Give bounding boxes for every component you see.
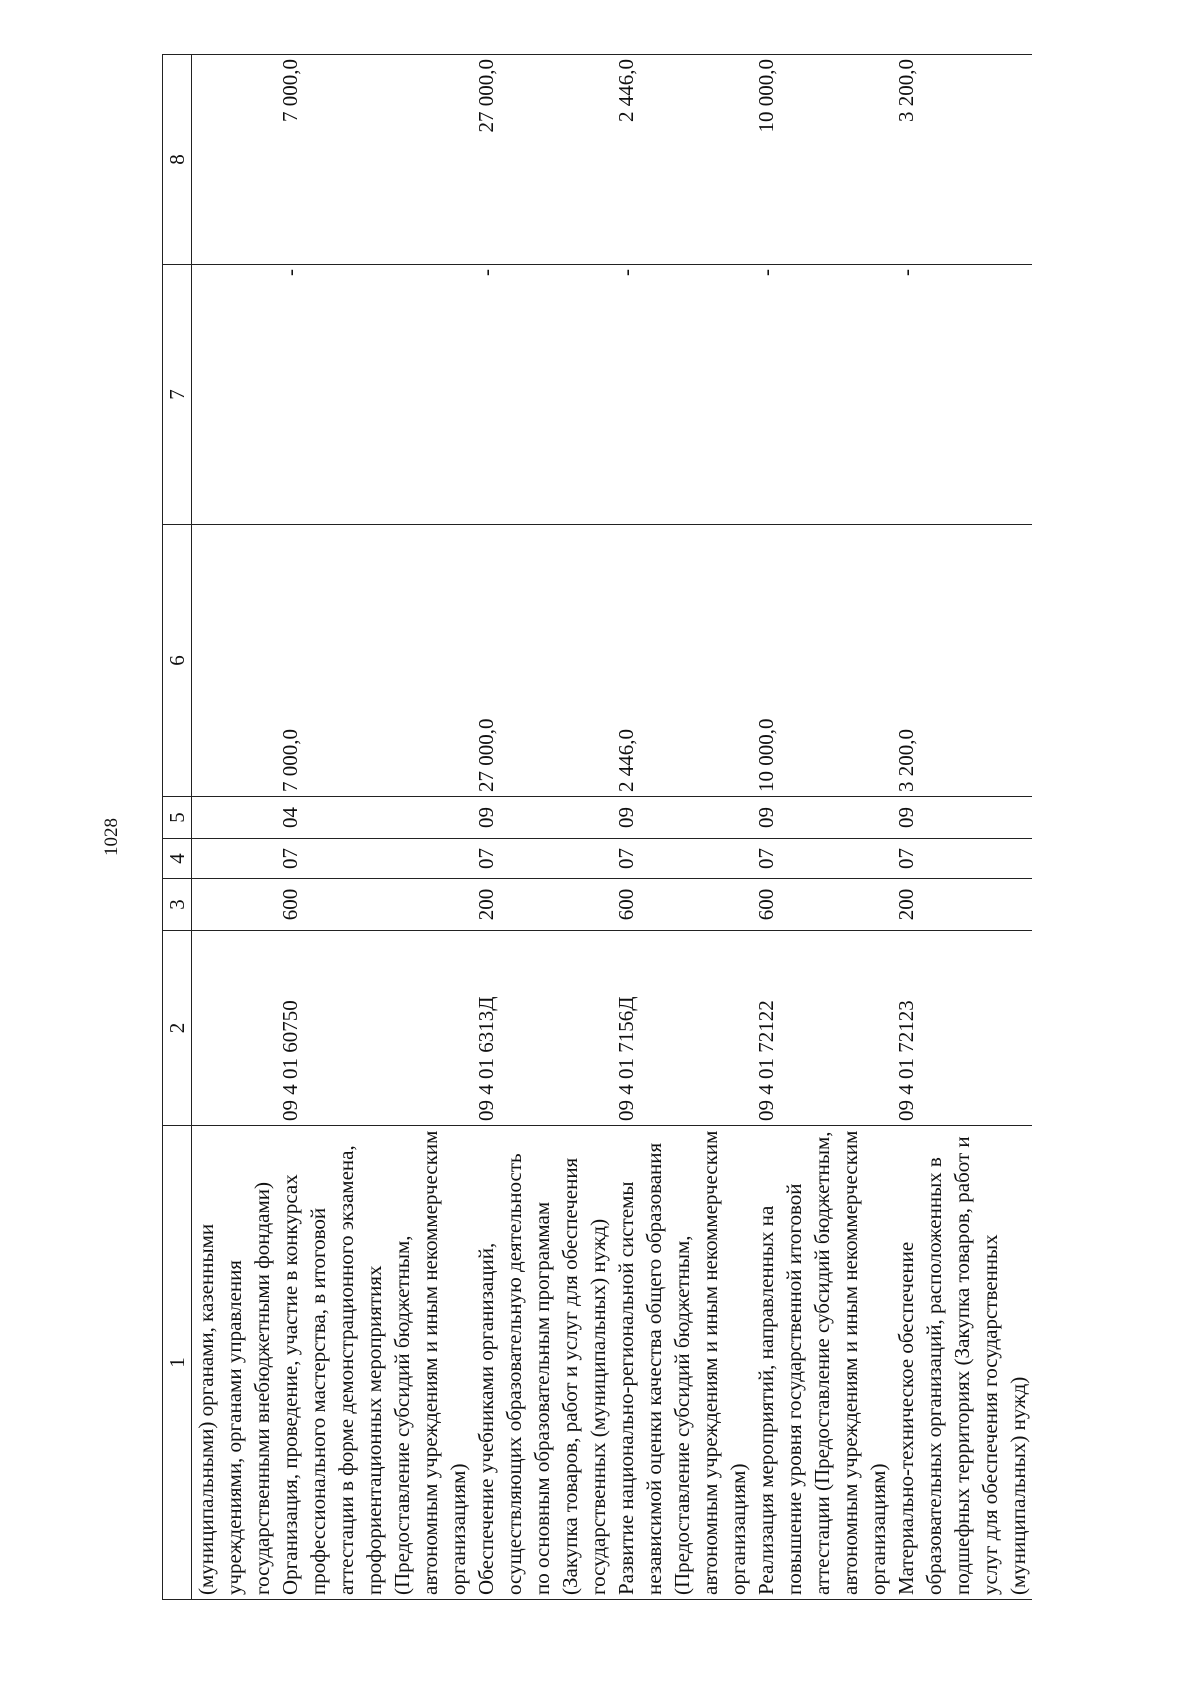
expense-type: 600	[612, 879, 752, 931]
page-number: 1028	[101, 818, 122, 856]
section-code: 07	[752, 839, 892, 879]
amount: 7 000,0	[276, 525, 472, 797]
expense-type: 600	[752, 879, 892, 931]
expense-name: Организация, проведение, участие в конкурсах профессионального мастерства, в итоговой аттестации в форме демонстрационного экзамена, профориентационных мероприятиях (Предоставление субсидий бюджетным, автономным учреждениям и иным некоммерческим организациям)	[276, 1126, 472, 1600]
target-code: 09 4 01 72122	[752, 931, 892, 1126]
column-7-value	[192, 265, 277, 525]
column-header-8: 8	[163, 55, 192, 265]
subsection-code: 09	[892, 797, 1032, 839]
section-code	[192, 839, 277, 879]
target-code: 09 4 01 7156Д	[612, 931, 752, 1126]
table-row	[276, 55, 472, 1600]
column-header-4: 4	[163, 839, 192, 879]
column-8-value	[192, 55, 277, 265]
column-7-value: -	[612, 265, 752, 525]
column-8-value: 2 446,0	[612, 55, 752, 265]
subsection-code: 09	[612, 797, 752, 839]
budget-table	[162, 54, 1032, 1600]
section-code: 07	[892, 839, 1032, 879]
column-8-value: 27 000,0	[472, 55, 612, 265]
expense-name: Материально-техническое обеспечение образовательных организаций, расположенных в подшефных территориях (Закупка товаров, работ и услуг для обеспечения государственных (муниципальных) нужд)	[892, 1126, 1032, 1600]
table-row	[612, 55, 752, 1600]
amount: 27 000,0	[472, 525, 612, 797]
column-7-value: -	[276, 265, 472, 525]
section-code: 07	[612, 839, 752, 879]
column-7-value: -	[752, 265, 892, 525]
table-row	[472, 55, 612, 1600]
target-code: 09 4 01 72123	[892, 931, 1032, 1126]
expense-name: (муниципальными) органами, казенными учреждениями, органами управления государственными внебюджетными фондами)	[192, 1126, 277, 1600]
section-code: 07	[472, 839, 612, 879]
expense-name: Реализация мероприятий, направленных на повышение уровня государственной итоговой аттестации (Предоставление субсидий бюджетным, автономным учреждениям и иным некоммерческим организациям)	[752, 1126, 892, 1600]
expense-type: 600	[276, 879, 472, 931]
table-row	[892, 55, 1032, 1600]
column-header-7: 7	[163, 265, 192, 525]
column-header-2: 2	[163, 931, 192, 1126]
column-header-5: 5	[163, 797, 192, 839]
amount: 2 446,0	[612, 525, 752, 797]
column-7-value: -	[892, 265, 1032, 525]
subsection-code: 04	[276, 797, 472, 839]
rotated-page-content	[162, 55, 1162, 1600]
target-code: 09 4 01 6313Д	[472, 931, 612, 1126]
expense-type: 200	[472, 879, 612, 931]
expense-name: Развитие национально-региональной системы независимой оценки качества общего образования (Предоставление субсидий бюджетным, автономным учреждениям и иным некоммерческим организациям)	[612, 1126, 752, 1600]
column-header-1: 1	[163, 1126, 192, 1600]
column-8-value: 3 200,0	[892, 55, 1032, 265]
subsection-code	[192, 797, 277, 839]
column-header-3: 3	[163, 879, 192, 931]
column-7-value: -	[472, 265, 612, 525]
amount: 10 000,0	[752, 525, 892, 797]
column-8-value: 7 000,0	[276, 55, 472, 265]
amount	[192, 525, 277, 797]
column-8-value: 10 000,0	[752, 55, 892, 265]
target-code: 09 4 01 60750	[276, 931, 472, 1126]
header-row	[163, 55, 192, 1600]
target-code	[192, 931, 277, 1126]
amount: 3 200,0	[892, 525, 1032, 797]
expense-type: 200	[892, 879, 1032, 931]
section-code: 07	[276, 839, 472, 879]
expense-name: Обеспечение учебниками организаций, осуществляющих образовательную деятельность по основным образовательным программам (Закупка товаров, работ и услуг для обеспечения государственных (муниципальных) нужд)	[472, 1126, 612, 1600]
subsection-code: 09	[752, 797, 892, 839]
table-row	[192, 55, 277, 1600]
expense-type	[192, 879, 277, 931]
table-row	[752, 55, 892, 1600]
subsection-code: 09	[472, 797, 612, 839]
column-header-6: 6	[163, 525, 192, 797]
